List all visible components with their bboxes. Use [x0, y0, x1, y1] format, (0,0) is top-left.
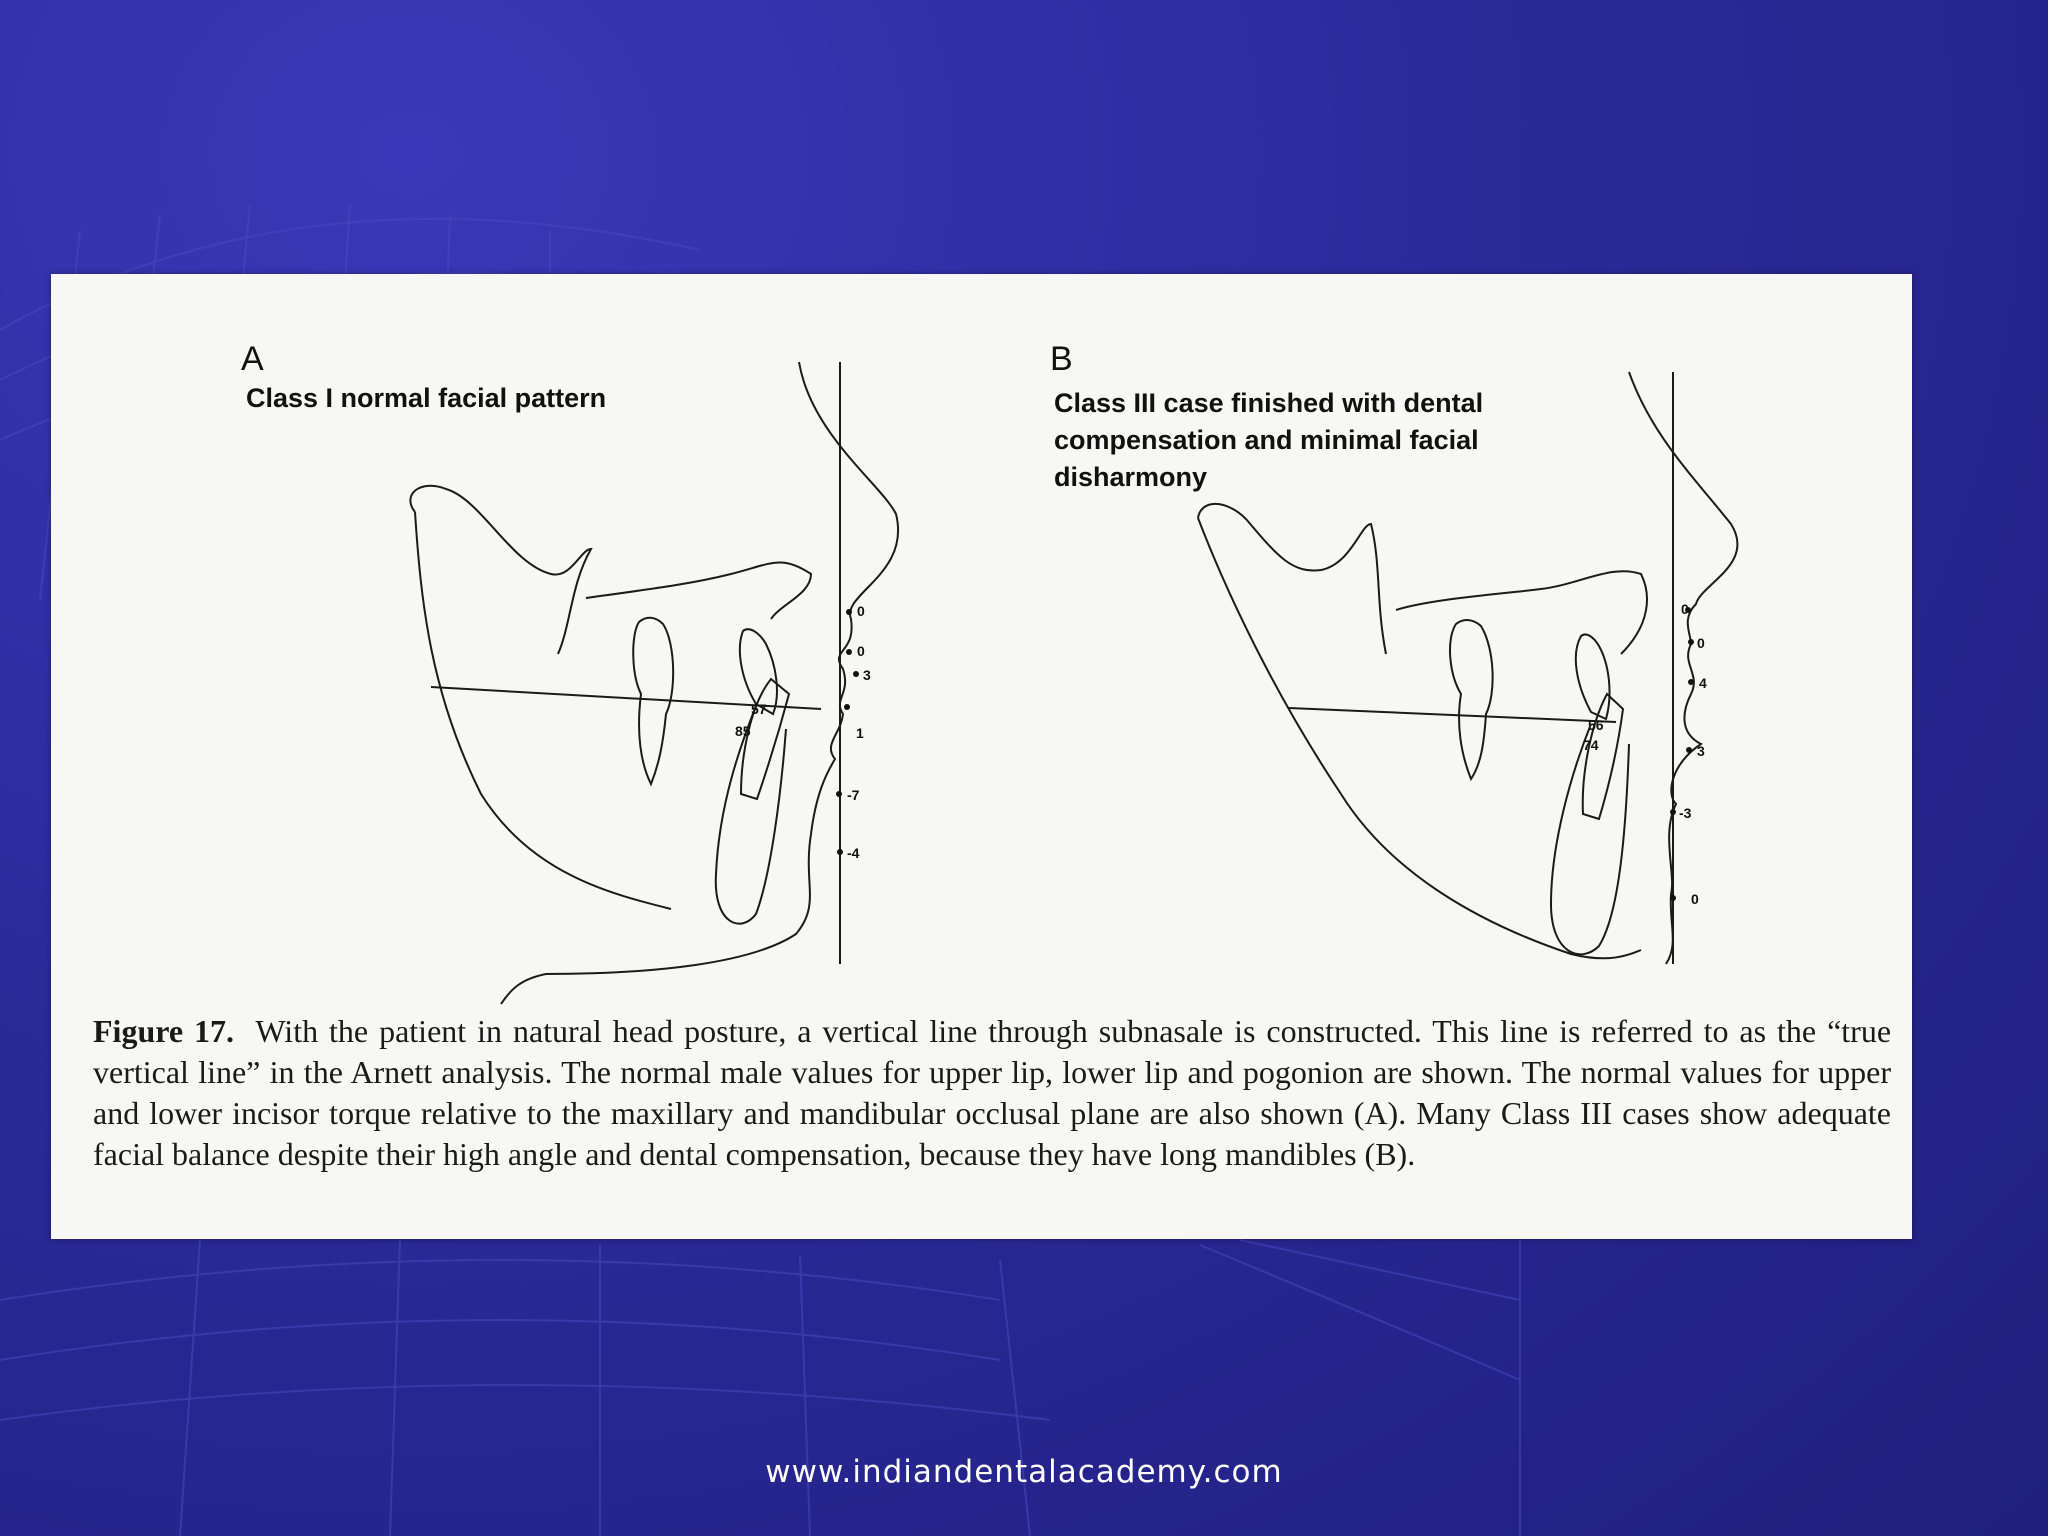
- measurement-label-b-4: 3: [1697, 743, 1705, 759]
- figure-caption-label: Figure 17.: [93, 1013, 235, 1049]
- angle-label-b-upper: 56: [1588, 717, 1604, 733]
- measurement-label-a-5: -7: [847, 787, 860, 803]
- panel-b-title-line-3: disharmony: [1054, 462, 1208, 492]
- figure-caption-text: With the patient in natural head posture, a vertical line through subnasale is constructed. This line is referred to as the “true vertical line” in the Arnett analysis. The normal male values for upper lip, lower lip and pogonion are shown. The normal values for upper and lower incisor torque relative to the maxillary and mandibular occlusal plane are also shown (A). Many Class III cases show adequate facial balance despite their high angle and dental compensation, because they have long mandibles (B).: [93, 1013, 1892, 1172]
- soft-tissue-profile-a: [501, 362, 898, 1004]
- upper-incisor-b: [1576, 634, 1610, 719]
- measurement-label-a-3: 3: [863, 667, 871, 683]
- ramus-outline-a: [410, 486, 591, 654]
- measurement-label-b-2: 0: [1697, 635, 1705, 651]
- palate-outline-b: [1396, 571, 1647, 654]
- lower-incisor-b: [1583, 694, 1623, 819]
- panel-b-letter: B: [1050, 340, 1073, 378]
- panel-b-title: [1054, 385, 1483, 496]
- molar-b: [1450, 620, 1493, 779]
- ramus-outline-b: [1198, 504, 1386, 654]
- measurement-label-b-6: 0: [1691, 891, 1699, 907]
- panel-a-measurements: [735, 603, 871, 861]
- angle-label-b-lower: 74: [1583, 737, 1599, 753]
- panel-a-title: Class I normal facial pattern: [246, 383, 607, 413]
- measurement-label-a-1: 0: [857, 603, 865, 619]
- occlusal-plane-b: [1289, 708, 1616, 722]
- panel-b-title-line-2: compensation and minimal facial: [1054, 425, 1479, 455]
- measurement-label-b-5: -3: [1679, 805, 1692, 821]
- soft-tissue-profile-b: [1629, 372, 1737, 964]
- angle-label-a-lower: 85: [735, 723, 751, 739]
- measurement-label-b-1: 0: [1681, 601, 1689, 617]
- mandible-outline-b: [1198, 518, 1641, 958]
- figure-caption: [93, 1011, 1891, 1175]
- panel-a-tracing: [410, 362, 898, 1004]
- measurement-label-a-4: 1: [856, 725, 864, 741]
- measurement-label-a-6: -4: [847, 845, 860, 861]
- symphysis-b: [1551, 724, 1629, 954]
- footer-url: www.indiandentalacademy.com: [765, 1454, 1283, 1490]
- palate-outline-a: [586, 562, 811, 619]
- measurement-label-b-3: 4: [1699, 675, 1707, 691]
- measurement-label-a-2: 0: [857, 643, 865, 659]
- angle-label-a-upper: 57: [751, 701, 767, 717]
- panel-a-letter: A: [241, 340, 264, 378]
- figure-scan: [51, 274, 1912, 1239]
- panel-b-title-line-1: Class III case finished with dental: [1054, 388, 1484, 418]
